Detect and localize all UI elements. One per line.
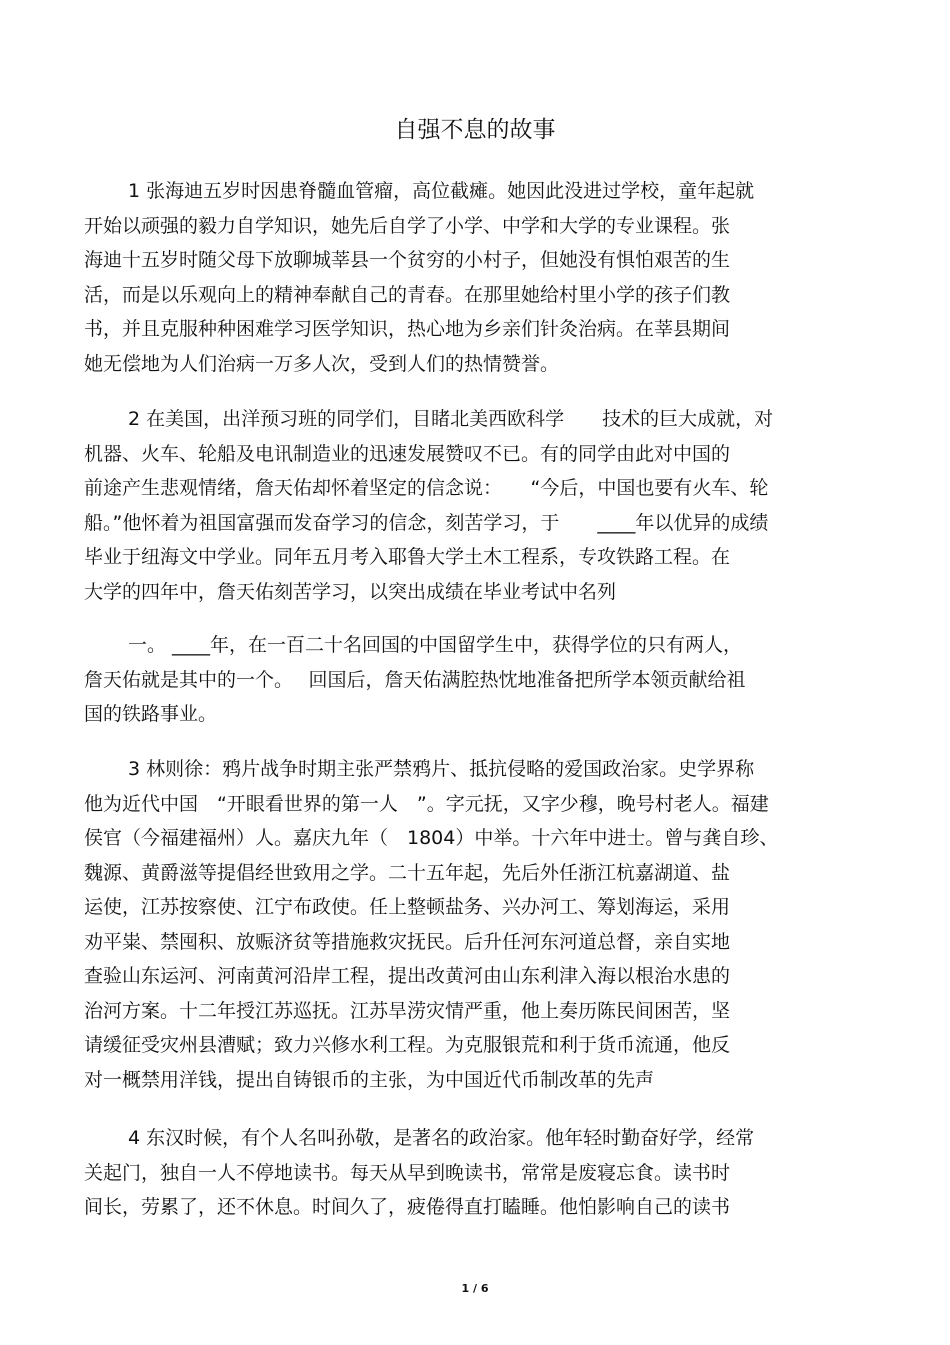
paragraph-3 [84,628,864,732]
paragraph-line: 侯官（今福建福州）人。嘉庆九年（ 1804）中举。十六年中进士。曾与龚自珍、 [84,827,779,849]
paragraph-line: 活，而是以乐观向上的精神奉献自己的青春。在那里她给村里小学的孩子们教 [84,283,731,306]
paragraph-line: 船。”他怀着为祖国富强而发奋学习的信念，刻苦学习，于 ____年以优异的成绩 [84,511,769,534]
paragraph-line: 间长，劳累了，还不休息。时间久了，疲倦得直打瞌睡。他怕影响自己的读书 [84,1196,731,1218]
paragraph-line: 4 东汉时候，有个人名叫孙敬，是著名的政治家。他年轻时勤奋好学，经常 [128,1127,755,1149]
paragraph-line: 她无偿地为人们治病一万多人次，受到人们的热情赞誉。 [84,352,560,375]
paragraph-2 [84,402,864,609]
paragraph-line: 查验山东运河、河南黄河沿岸工程，提出改黄河由山东利津入海以根治水患的 [84,965,731,987]
paragraph-line: 海迪十五岁时随父母下放聊城莘县一个贫穷的小村子，但她没有惧怕艰苦的生 [84,249,731,271]
paragraph-line: 一。 ____年，在一百二十名回国的中国留学生中，获得学位的只有两人， [128,634,743,656]
paragraph-line: 大学的四年中，詹天佑刻苦学习，以突出成绩在毕业考试中名列 [84,580,617,603]
paragraph-line: 国的铁路事业。 [84,703,218,725]
paragraph-line: 关起门，独自一人不停地读书。每天从早到晚读书，常常是废寝忘食。读书时 [84,1161,731,1184]
paragraph-line: 治河方案。十二年授江苏巡抚。江苏旱涝灾情严重，他上奏历陈民间困苦，坚 [84,999,731,1022]
paragraph-line: 请缓征受灾州县漕赋；致力兴修水利工程。为克服银荒和利于货币流通，他反 [84,1034,731,1056]
document-title: 自强不息的故事 [394,117,556,143]
paragraph-line: 运使，江苏按察使、江宁布政使。任上整顿盐务、兴办河工、筹划海运，采用 [84,896,731,918]
paragraph-1 [84,174,864,381]
paragraph-line: 前途产生悲观情绪，詹天佑却怀着坚定的信念说： “今后，中国也要有火车、轮 [84,477,769,499]
page-number: 1 / 6 [461,1282,489,1295]
paragraph-4 [84,752,864,1097]
paragraph-line: 书，并且克服种种困难学习医学知识，热心地为乡亲们针灸治病。在莘县期间 [84,318,731,340]
paragraph-line: 毕业于纽海文中学业。同年五月考入耶鲁大学土木工程系，专攻铁路工程。在 [84,546,731,568]
paragraph-5 [84,1121,864,1225]
paragraph-line: 开始以顽强的毅力自学知识，她先后自学了小学、中学和大学的专业课程。张 [84,214,731,237]
paragraph-line: 对一概禁用洋钱，提出自铸银币的主张，为中国近代币制改革的先声 [84,1068,655,1091]
paragraph-line: 他为近代中国 “开眼看世界的第一人 ”。字元抚，又字少穆，晚号村老人。福建 [84,792,769,815]
paragraph-line: 劝平粜、禁囤积、放赈济贫等措施救灾抚民。后升任河东河道总督，亲自实地 [84,930,731,953]
paragraph-line: 詹天佑就是其中的一个。 回国后，詹天佑满腔热忱地准备把所学本领贡献给祖 [84,668,746,691]
paragraph-line: 1 张海迪五岁时因患脊髓血管瘤，高位截瘫。她因此没进过学校，童年起就 [128,180,755,202]
paragraph-line: 2 在美国，出洋预习班的同学们，目睹北美西欧科学 技术的巨大成就，对 [128,408,774,430]
paragraph-line: 魏源、黄爵滋等提倡经世致用之学。二十五年起，先后外任浙江杭嘉湖道、盐 [84,861,731,884]
paragraph-line: 机器、火车、轮船及电讯制造业的迅速发展赞叹不已。有的同学由此对中国的 [84,442,731,465]
paragraph-line: 3 林则徐：鸦片战争时期主张严禁鸦片、抵抗侵略的爱国政治家。史学界称 [128,758,755,780]
